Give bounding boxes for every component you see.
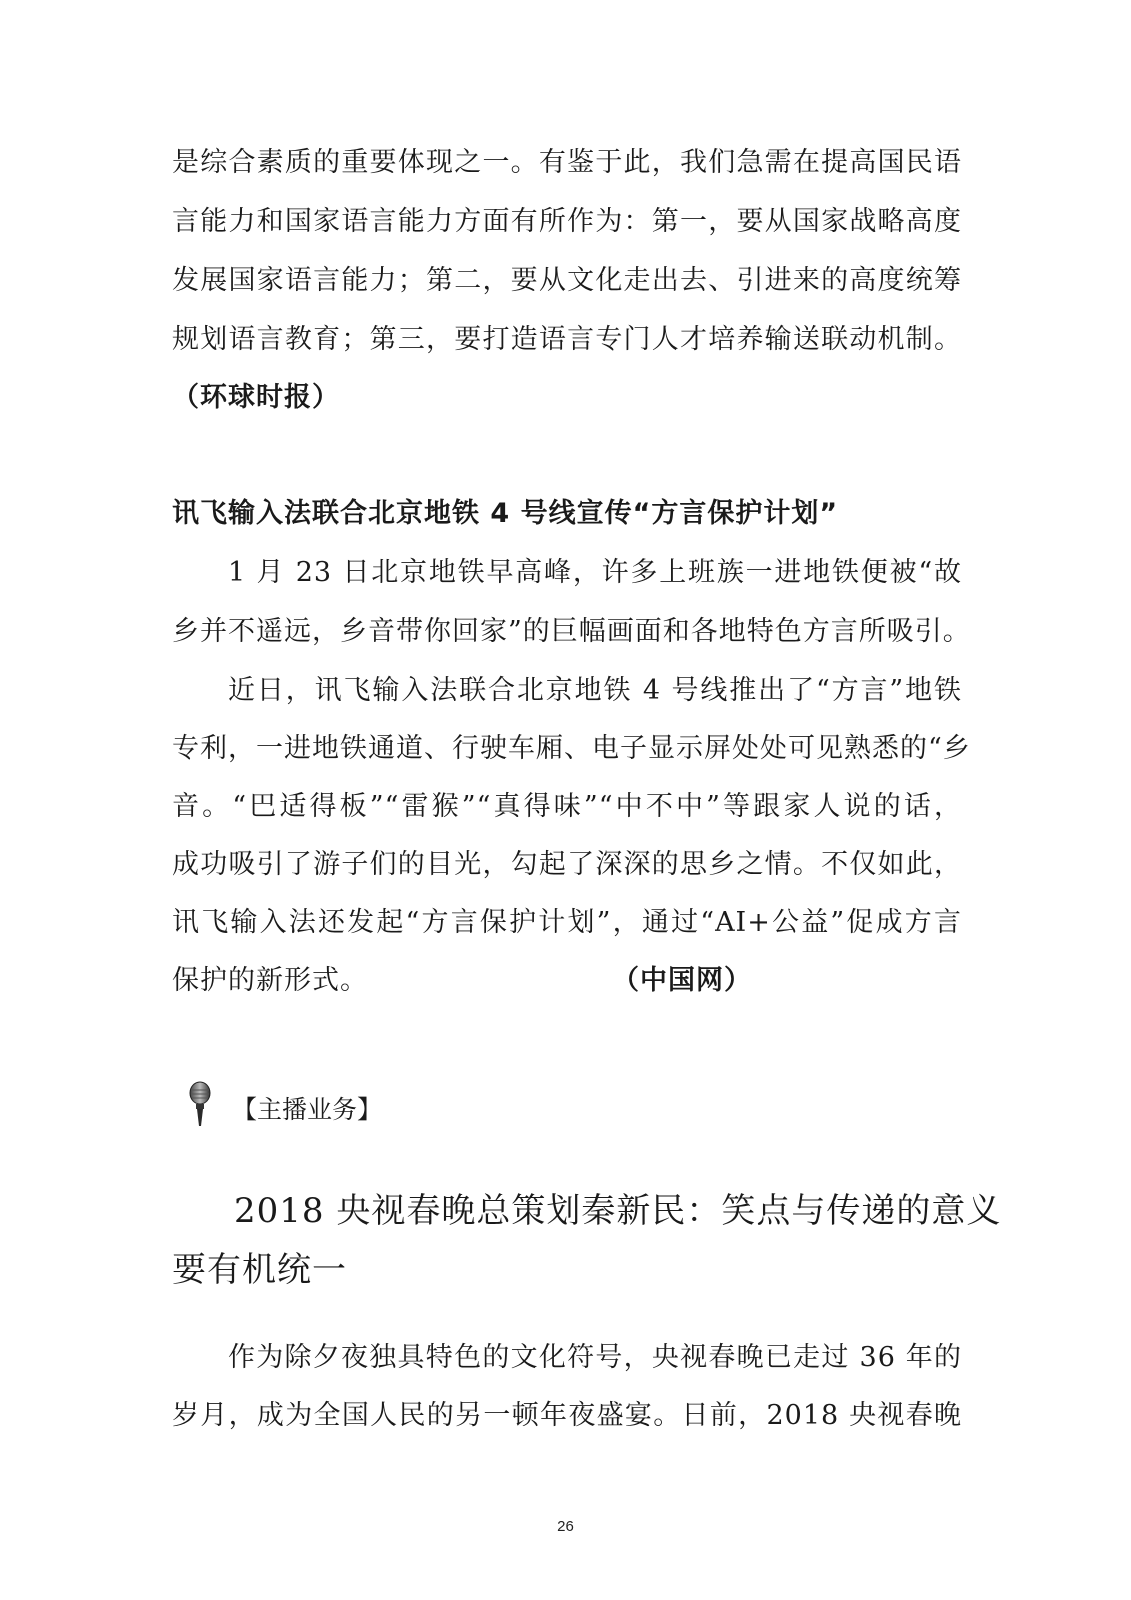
xunfei-p2-line-2: 专利，一进地铁通道、行驶车厢、电子显示屏处处可见熟悉的“乡: [172, 733, 971, 764]
intro-line-4: 规划语言教育；第三，要打造语言专门人才培养输送联动机制。: [172, 324, 962, 355]
xunfei-p2-line-6: 保护的新形式。: [172, 965, 368, 996]
microphone-icon: [180, 1080, 220, 1130]
xunfei-p2-line-3: 音。“巴适得板”“雷猴”“真得味”“中不中”等跟家人说的话，: [172, 791, 962, 822]
article-headline-line-1: 2018 央视春晚总策划秦新民：笑点与传递的意义: [234, 1191, 1002, 1231]
intro-line-3: 发展国家语言能力；第二，要从文化走出去、引进来的高度统筹: [172, 265, 962, 296]
section-label: 【主播业务】: [232, 1095, 383, 1124]
xunfei-p2-line-4: 成功吸引了游子们的目光，勾起了深深的思乡之情。不仅如此，: [172, 849, 962, 880]
intro-line-1: 是综合素质的重要体现之一。有鉴于此，我们急需在提高国民语: [172, 147, 962, 178]
xunfei-p1-line-1: 1 月 23 日北京地铁早高峰，许多上班族一进地铁便被“故: [228, 557, 962, 588]
xunfei-source: （中国网）: [612, 965, 752, 996]
intro-source: （环球时报）: [172, 382, 340, 413]
article-headline-line-2: 要有机统一: [172, 1250, 347, 1290]
xunfei-p1-line-2: 乡并不遥远，乡音带你回家”的巨幅画面和各地特色方言所吸引。: [172, 616, 971, 647]
cctv-p1-line-1: 作为除夕夜独具特色的文化符号，央视春晚已走过 36 年的: [228, 1342, 962, 1373]
article-title-xunfei: 讯飞输入法联合北京地铁 4 号线宣传“方言保护计划”: [172, 498, 839, 529]
cctv-p1-line-2: 岁月，成为全国人民的另一顿年夜盛宴。日前，2018 央视春晚: [172, 1400, 962, 1431]
page-number: 26: [557, 1518, 574, 1535]
xunfei-p2-line-1: 近日，讯飞输入法联合北京地铁 4 号线推出了“方言”地铁: [228, 675, 962, 706]
xunfei-p2-line-5: 讯飞输入法还发起“方言保护计划”，通过“AI+公益”促成方言: [172, 907, 962, 938]
intro-line-2: 言能力和国家语言能力方面有所作为：第一，要从国家战略高度: [172, 206, 962, 237]
